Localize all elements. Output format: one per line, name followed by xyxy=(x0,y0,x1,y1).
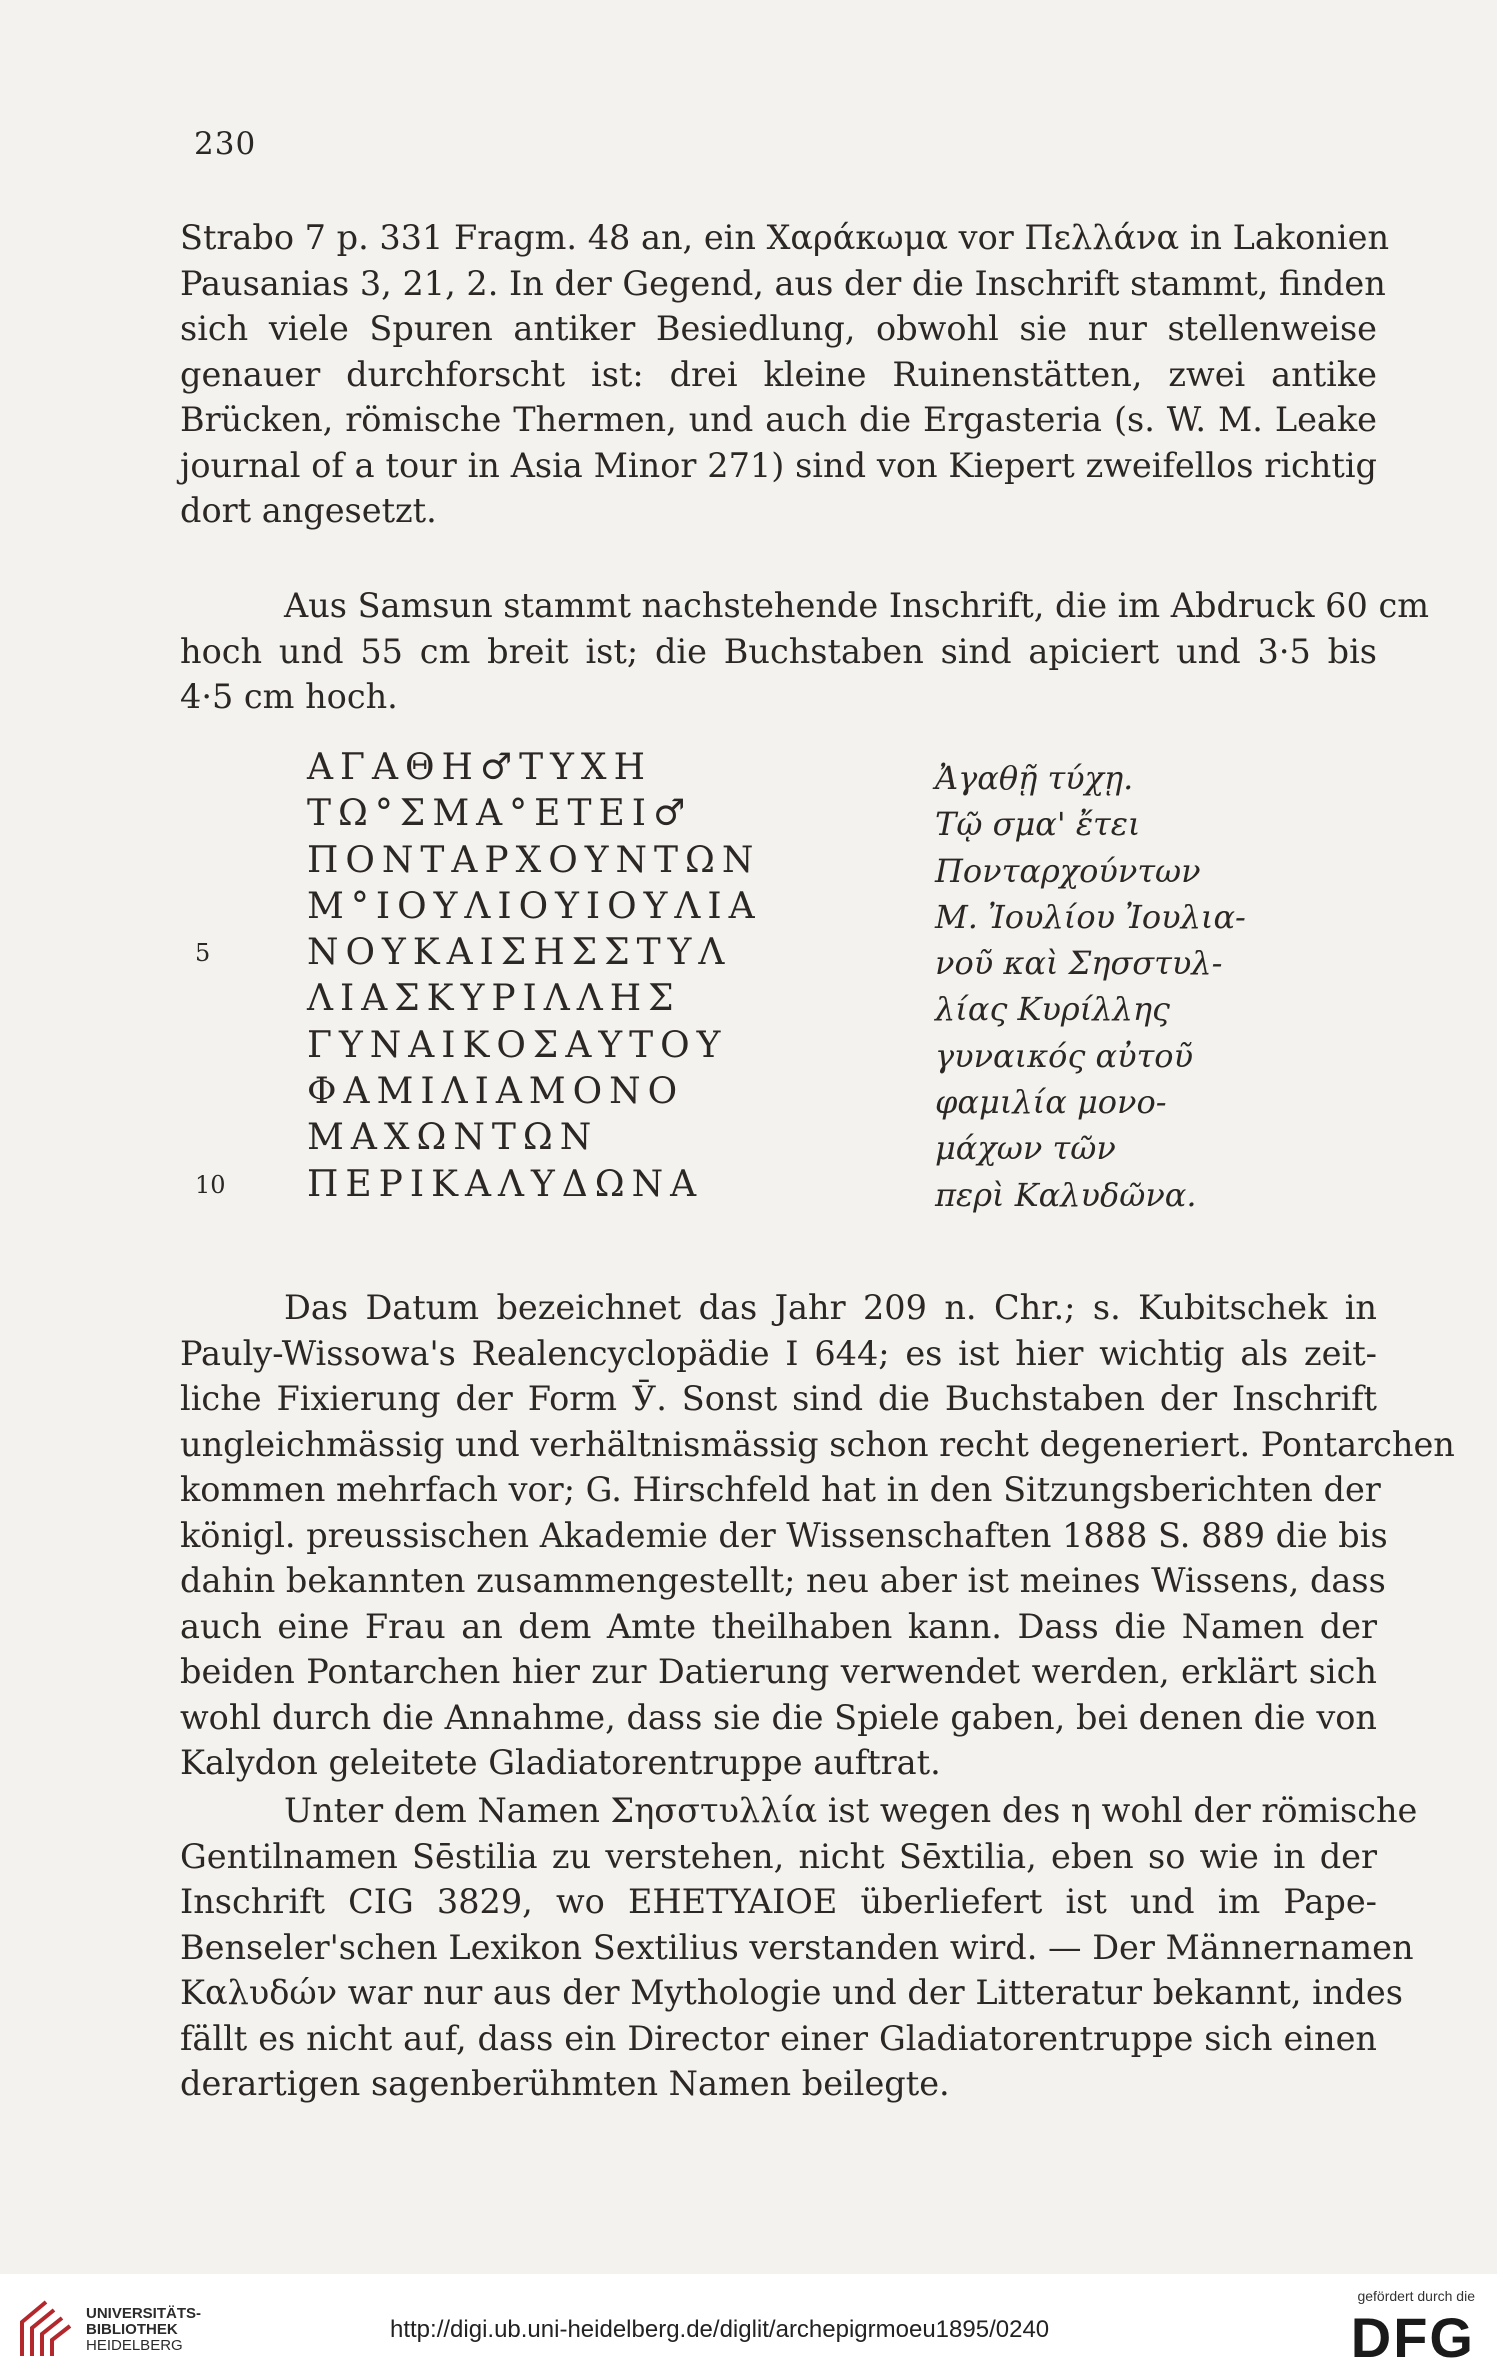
text-line: Inschrift CIG 3829, wo EHETYAIOE überliefert ist und im Pape- xyxy=(180,1882,1377,1921)
paragraph-2 xyxy=(180,583,1429,720)
library-name: UNIVERSITÄTS- BIBLIOTHEK HEIDELBERG xyxy=(86,2305,202,2354)
text-line: Brücken, römische Thermen, und auch die Ergasteria (s. W. M. Leake xyxy=(180,400,1377,439)
inscription-line: ΓΥΝΑΙΚΟΣΑΥΤΟΥ xyxy=(307,1024,728,1066)
text-line: Καλυδών war nur aus der Mythologie und der Litteratur bekannt, indes xyxy=(180,1973,1403,2012)
inscription-line: 10 ΠΕΡΙΚΑΛΥΔΩΝΑ xyxy=(195,1162,785,1208)
text-line: journal of a tour in Asia Minor 271) sind von Kiepert zweifellos richtig xyxy=(180,445,1377,485)
text-line: kommen mehrfach vor; G. Hirschfeld hat in den Sitzungsberichten der xyxy=(180,1470,1381,1509)
text-line: hoch und 55 cm breit ist; die Buchstaben sind apiciert und 3·5 bis xyxy=(180,631,1377,671)
inscription-line: 5 ΝΟΥΚΑΙΣΗΣΣΤΥΛ xyxy=(195,930,785,976)
paragraph-3 xyxy=(180,1285,1455,1786)
text-line: wohl durch die Annahme, dass sie die Spiele gaben, bei denen die von xyxy=(180,1697,1377,1737)
text-line: dahin bekannten zusammengestellt; neu aber ist meines Wissens, dass xyxy=(180,1561,1386,1600)
library-logo-icon xyxy=(16,2298,76,2360)
transcription-line: γυναικός αὐτοῦ xyxy=(935,1036,1194,1075)
transcription-line: μάχων τῶν xyxy=(935,1129,1116,1168)
text-line: Das Datum bezeichnet das Jahr 209 n. Chr.; s. Kubitschek in xyxy=(284,1288,1377,1327)
inscription-line: ΦΑΜΙΛΙΑΜΟΝΟ xyxy=(307,1071,685,1113)
source-url-link[interactable]: http://digi.ub.uni-heidelberg.de/diglit/archepigrmoeu1895/0240 xyxy=(390,2316,1050,2343)
paragraph-1 xyxy=(180,215,1390,534)
text-line: 4·5 cm hoch. xyxy=(180,677,398,716)
funded-by-label: gefördert durch die xyxy=(1357,2288,1475,2304)
paragraph-4 xyxy=(180,1788,1418,2107)
text-line: sich viele Spuren antiker Besiedlung, obwohl sie nur stellenweise xyxy=(180,309,1377,348)
transcription-line: Ἀγαθῇ τύχῃ. xyxy=(935,759,1134,797)
text-line: genauer durchforscht ist: drei kleine Ruinenstätten, zwei antike xyxy=(180,354,1377,394)
text-line: auch eine Frau an dem Amte theilhaben kann. Dass die Namen der xyxy=(180,1606,1377,1646)
inscription-line: ΛΙΑΣΚΥΡΙΛΛΗΣ xyxy=(307,978,681,1020)
inscription-line: ΠΟΝΤΑΡΧΟΥΝΤΩΝ xyxy=(307,839,761,881)
text-line: Unter dem Namen Σησστυλλία ist wegen des η wohl der römische xyxy=(284,1791,1418,1830)
dfg-logo: DFG xyxy=(1350,2306,1475,2369)
text-line: Pauly-Wissowa's Realencyclopädie I 644; es ist hier wichtig als zeit- xyxy=(180,1333,1377,1373)
inscription-line: Μ°ΙΟΥΛΙΟΥΙΟΥΛΙΑ xyxy=(307,885,762,927)
transcription-line: φαμιλία μονο- xyxy=(935,1083,1167,1122)
text-line: Pausanias 3, 21, 2. In der Gegend, aus der die Inschrift stammt, finden xyxy=(180,263,1386,303)
footer-bar xyxy=(0,2274,1497,2374)
transcription-line: Μ. Ἰουλίου Ἰουλια- xyxy=(935,897,1246,936)
inscription-line: ΤΩ°ΣΜΑ°ΕΤΕΙ♂ xyxy=(307,793,693,835)
text-line: Strabo 7 p. 331 Fragm. 48 an, ein Χαράκωμα vor Πελλάνα in Lakonien xyxy=(180,218,1390,257)
text-line: liche Fixierung der Form Ӯ. Sonst sind die Buchstaben der Inschrift xyxy=(180,1379,1377,1418)
text-line: Kalydon geleitete Gladiatorentruppe auftrat. xyxy=(180,1743,941,1782)
line-number: 5 xyxy=(195,939,211,968)
text-line: Aus Samsun stammt nachstehende Inschrift, die im Abdruck 60 cm xyxy=(284,586,1429,625)
text-line: Benseler'schen Lexikon Sextilius verstanden wird. — Der Männernamen xyxy=(180,1927,1414,1967)
inscription-transcription xyxy=(935,755,1255,1218)
inscription-line: ΑΓΑΘΗ♂ΤΥΧΗ xyxy=(307,747,652,788)
text-line: ungleichmässig und verhältnismässig schon recht degeneriert. Pontarchen xyxy=(180,1424,1455,1464)
inscription-line: ΜΑΧΩΝΤΩΝ xyxy=(307,1117,599,1159)
transcription-line: νοῦ καὶ Σησστυλ- xyxy=(935,944,1223,983)
line-number: 10 xyxy=(195,1170,226,1199)
text-line: beiden Pontarchen hier zur Datierung verwendet werden, erklärt sich xyxy=(180,1652,1377,1691)
text-line: derartigen sagenberühmten Namen beilegte. xyxy=(180,2064,950,2103)
text-line: Gentilnamen Sēstilia zu verstehen, nicht Sēxtilia, eben so wie in der xyxy=(180,1836,1377,1876)
text-line: dort angesetzt. xyxy=(180,491,437,530)
transcription-line: Τῷ σμα' ἔτει xyxy=(935,805,1141,844)
page-number: 230 xyxy=(194,126,257,162)
text-line: fällt es nicht auf, dass ein Director einer Gladiatorentruppe sich einen xyxy=(180,2018,1377,2058)
text-line: königl. preussischen Akademie der Wissenschaften 1888 S. 889 die bis xyxy=(180,1515,1388,1555)
transcription-line: λίας Κυρίλλης xyxy=(935,990,1170,1029)
inscription-majuscule xyxy=(195,745,785,1208)
transcription-line: περὶ Καλυδῶνα. xyxy=(935,1175,1197,1214)
transcription-line: Πονταρχούντων xyxy=(935,851,1201,890)
